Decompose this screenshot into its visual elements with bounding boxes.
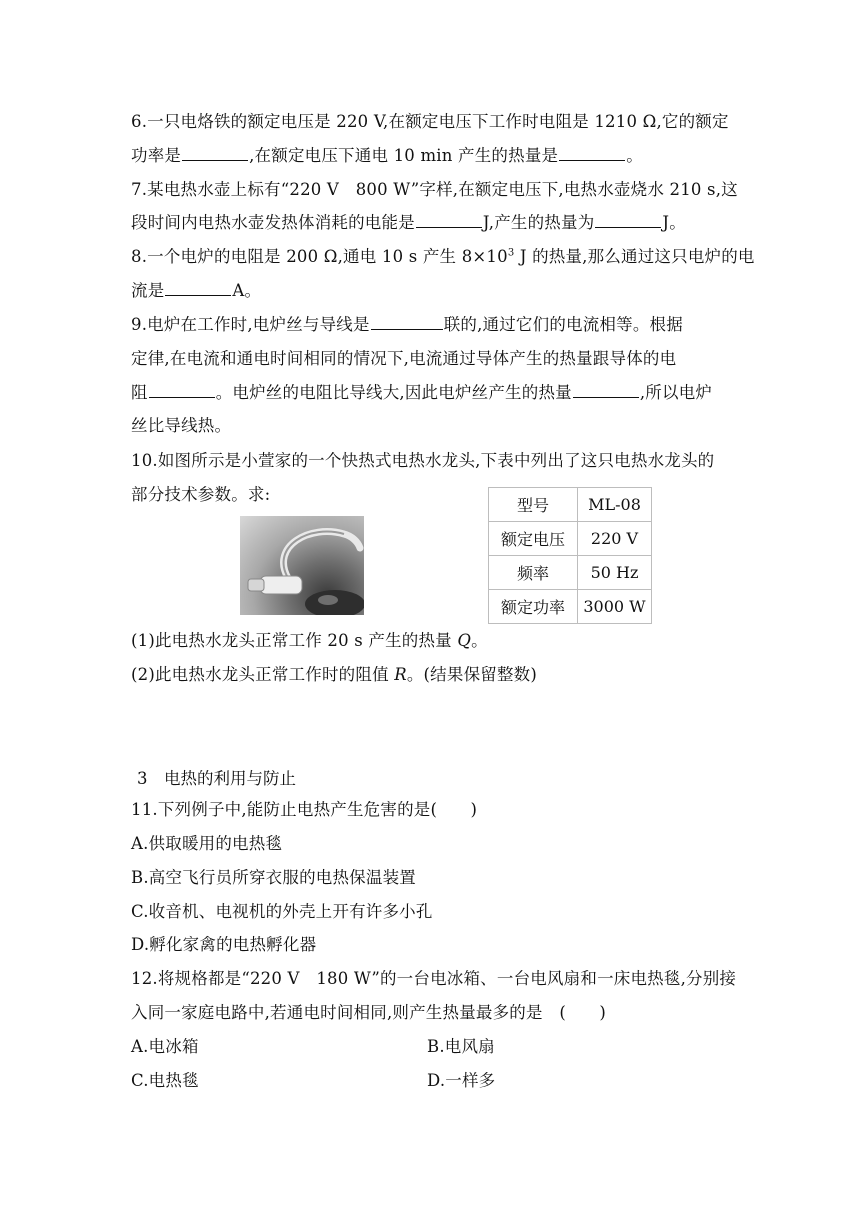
q10-part1-end: 。 — [471, 631, 488, 650]
q8-line2 — [131, 280, 261, 302]
q7-text-a: 段时间内电热水壶发热体消耗的电能是 — [131, 213, 415, 232]
answer-blank[interactable] — [573, 383, 639, 398]
q10-part1 — [131, 630, 488, 652]
q9-text-a: 9.电炉在工作时,电炉丝与导线是 — [131, 315, 370, 334]
q9-text-d: 。电炉丝的电阻比导线大,因此电炉丝产生的热量 — [215, 383, 572, 402]
param-key: 频率 — [489, 556, 578, 590]
q9-line3 — [131, 382, 712, 404]
q10-var-q: Q — [457, 631, 472, 650]
table-row — [489, 556, 652, 590]
q10-line2: 部分技术参数。求: — [131, 485, 271, 504]
q6-line1: 6.一只电烙铁的额定电压是 220 V,在额定电压下工作时电阻是 1210 Ω,它的额定 — [131, 112, 729, 131]
q7-text-b: J,产生的热量为 — [482, 213, 595, 232]
q7-line1: 7.某电热水壶上标有“220 V 800 W”字样,在额定电压下,电热水壶烧水 210 s,这 — [131, 180, 738, 199]
answer-blank[interactable] — [149, 383, 215, 398]
param-value: 220 V — [578, 522, 652, 556]
param-value: 3000 W — [578, 590, 652, 624]
q9-text-c: 阻 — [131, 383, 148, 402]
q8-text-d: A。 — [232, 281, 262, 300]
param-value: 50 Hz — [578, 556, 652, 590]
param-key: 型号 — [489, 488, 578, 522]
q6-text-b: ,在额定电压下通电 10 min 产生的热量是 — [249, 146, 559, 165]
tech-params-table — [488, 487, 652, 624]
q12-line2: 入同一家庭电路中,若通电时间相同,则产生热量最多的是 ( ) — [131, 1003, 607, 1022]
q9-line4: 丝比导线热。 — [131, 416, 232, 435]
q12-option-c: C.电热毯 — [131, 1071, 199, 1090]
q11-option-c: C.收音机、电视机的外壳上开有许多小孔 — [131, 902, 433, 921]
answer-blank[interactable] — [182, 146, 248, 161]
q7-text-c: J。 — [662, 213, 686, 232]
answer-blank[interactable] — [416, 213, 482, 228]
q8-exponent: 3 — [507, 247, 515, 259]
q8-text-b: J 的热量,那么通过这只电炉的电 — [514, 247, 755, 266]
table-row — [489, 488, 652, 522]
q6-line2 — [131, 145, 643, 167]
q10-part2 — [131, 664, 537, 686]
q11-option-d: D.孵化家禽的电热孵化器 — [131, 935, 317, 954]
q6-text-c: 。 — [626, 146, 643, 165]
q8-text-a: 8.一个电炉的电阻是 200 Ω,通电 10 s 产生 8×10 — [131, 247, 508, 266]
faucet-illustration — [240, 516, 364, 615]
q11-stem: 11.下列例子中,能防止电热产生危害的是( ) — [131, 800, 478, 819]
q8-line1 — [131, 246, 755, 268]
table-row — [489, 522, 652, 556]
q7-line2 — [131, 212, 686, 234]
q11-option-a: A.供取暖用的电热毯 — [131, 834, 283, 853]
q10-part2-text: (2)此电热水龙头正常工作时的阻值 — [131, 665, 395, 684]
table-row — [489, 590, 652, 624]
q10-line1: 10.如图所示是小萱家的一个快热式电热水龙头,下表中列出了这只电热水龙头的 — [131, 451, 715, 470]
answer-blank[interactable] — [371, 315, 443, 330]
answer-blank[interactable] — [165, 281, 231, 296]
q9-line1 — [131, 314, 683, 336]
q12-option-d: D.一样多 — [427, 1071, 496, 1090]
q9-text-e: ,所以电炉 — [639, 383, 713, 402]
q11-option-b: B.高空飞行员所穿衣服的电热保温装置 — [131, 868, 416, 887]
q12-option-b: B.电风扇 — [427, 1037, 495, 1056]
param-key: 额定电压 — [489, 522, 578, 556]
q10-var-r: R — [394, 665, 407, 684]
q9-text-b: 联的,通过它们的电流相等。根据 — [443, 315, 683, 334]
q8-text-c: 流是 — [131, 281, 165, 300]
faucet-photo — [240, 516, 364, 615]
q12-option-a: A.电冰箱 — [131, 1037, 199, 1056]
answer-blank[interactable] — [559, 146, 625, 161]
q12-line1: 12.将规格都是“220 V 180 W”的一台电冰箱、一台电风扇和一床电热毯,分别接 — [131, 969, 737, 988]
q6-text-a: 功率是 — [131, 146, 182, 165]
param-value: ML-08 — [578, 488, 652, 522]
q9-line2: 定律,在电流和通电时间相同的情况下,电流通过导体产生的热量跟导体的电 — [131, 349, 677, 368]
param-key: 额定功率 — [489, 590, 578, 624]
section-heading: 3 电热的利用与防止 — [137, 769, 296, 788]
answer-blank[interactable] — [595, 213, 661, 228]
q10-part1-text: (1)此电热水龙头正常工作 20 s 产生的热量 — [131, 631, 458, 650]
q10-part2-end: 。(结果保留整数) — [406, 665, 538, 684]
